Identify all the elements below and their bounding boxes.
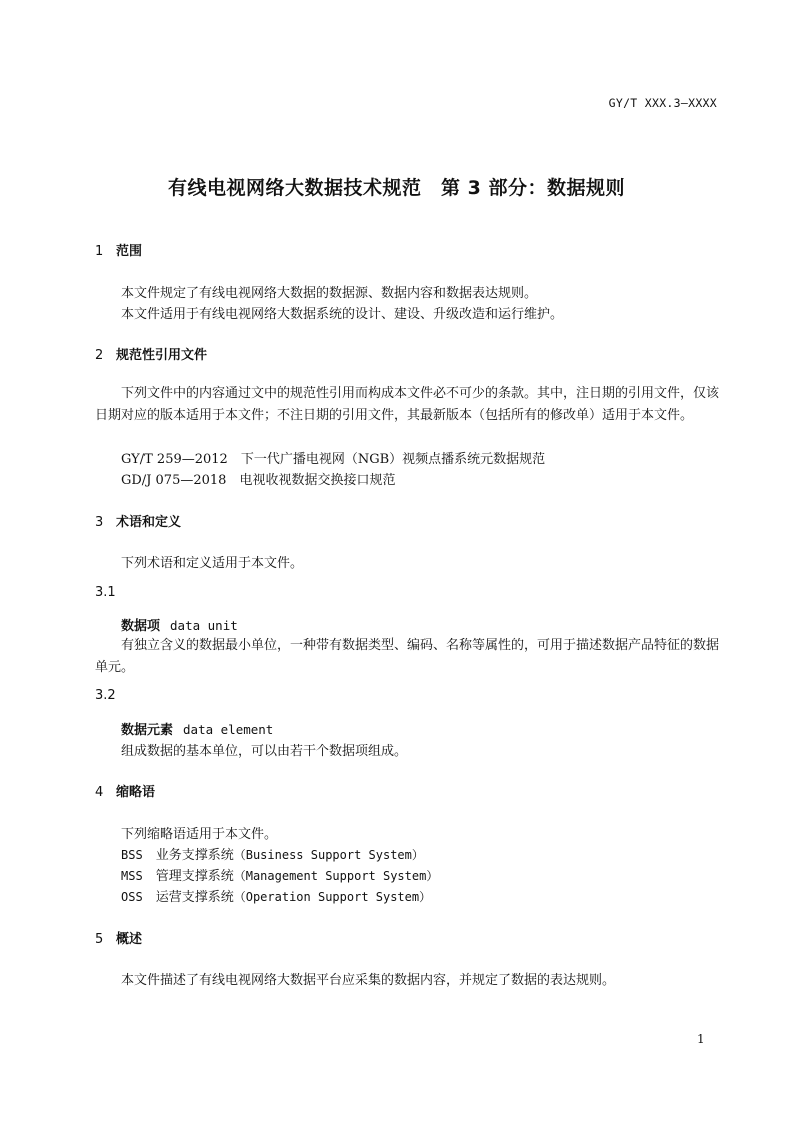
section-title: 术语和定义 bbox=[116, 515, 182, 530]
abbreviation-english: （Management Support System） bbox=[233, 869, 439, 883]
scope-line-2: 本文件适用于有线电视网络大数据系统的设计、建设、升级改造和运行维护。 bbox=[121, 307, 564, 322]
section-2-heading bbox=[95, 344, 207, 363]
abbreviation-code: BSS bbox=[121, 848, 143, 862]
abbreviation-item bbox=[121, 865, 438, 884]
abbreviations-intro: 下列缩略语适用于本文件。 bbox=[121, 827, 278, 842]
term-chinese: 数据项 bbox=[121, 619, 161, 634]
section-title: 规范性引用文件 bbox=[116, 348, 208, 363]
abbreviation-chinese: 业务支撑系统 bbox=[155, 848, 234, 863]
terms-intro: 下列术语和定义适用于本文件。 bbox=[121, 556, 304, 571]
section-3-heading bbox=[95, 511, 181, 530]
term-english: data unit bbox=[170, 618, 238, 633]
reference-name: 下一代广播电视网（NGB）视频点播系统元数据规范 bbox=[240, 452, 546, 467]
reference-name: 电视收视数据交换接口规范 bbox=[239, 473, 396, 488]
abbreviation-english: （Business Support System） bbox=[233, 848, 424, 862]
abbreviation-item bbox=[121, 844, 424, 863]
abbreviation-code: OSS bbox=[121, 890, 143, 904]
section-number: 3 bbox=[95, 515, 104, 530]
document-title: 有线电视网络大数据技术规范 第 3 部分：数据规则 bbox=[168, 177, 625, 199]
term-number: 3.2 bbox=[95, 688, 116, 703]
page-number: 1 bbox=[697, 1032, 705, 1046]
section-number: 2 bbox=[95, 348, 104, 363]
section-title: 缩略语 bbox=[116, 785, 156, 800]
reference-item bbox=[121, 469, 395, 488]
abbreviation-chinese: 运营支撑系统 bbox=[155, 890, 234, 905]
normative-references-intro: 下列文件中的内容通过文中的规范性引用而构成本文件必不可少的条款。其中，注日期的引用文件，仅该日期对应的版本适用于本文件；不注日期的引用文件，其最新版本（包括所有的修改单）适用于本文件。 bbox=[95, 386, 720, 423]
abbreviation-chinese: 管理支撑系统 bbox=[155, 869, 234, 884]
section-number: 4 bbox=[95, 785, 104, 800]
abbreviation-item bbox=[121, 886, 431, 905]
term-definition: 有独立含义的数据最小单位，一种带有数据类型、编码、名称等属性的，可用于描述数据产品特征的数据单元。 bbox=[95, 638, 720, 675]
abbreviation-english: （Operation Support System） bbox=[233, 890, 432, 904]
section-5-heading bbox=[95, 928, 142, 947]
term-number: 3.1 bbox=[95, 585, 116, 600]
overview-text: 本文件描述了有线电视网络大数据平台应采集的数据内容，并规定了数据的表达规则。 bbox=[121, 973, 616, 988]
reference-code: GY/T 259—2012 bbox=[121, 452, 228, 467]
term-heading bbox=[121, 615, 238, 634]
term-heading bbox=[121, 719, 273, 738]
term-definition: 组成数据的基本单位，可以由若干个数据项组成。 bbox=[121, 744, 408, 759]
section-title: 概述 bbox=[116, 932, 143, 947]
section-title: 范围 bbox=[116, 244, 143, 259]
section-number: 5 bbox=[95, 932, 104, 947]
scope-line-1: 本文件规定了有线电视网络大数据的数据源、数据内容和数据表达规则。 bbox=[121, 286, 538, 301]
standard-code: GY/T XXX.3—XXXX bbox=[608, 96, 717, 110]
section-1-heading bbox=[95, 240, 142, 259]
term-chinese: 数据元素 bbox=[121, 723, 174, 738]
section-number: 1 bbox=[95, 244, 104, 259]
section-4-heading bbox=[95, 781, 155, 800]
reference-item bbox=[121, 448, 545, 467]
term-english: data element bbox=[183, 722, 274, 737]
reference-code: GD/J 075—2018 bbox=[121, 473, 227, 488]
abbreviation-code: MSS bbox=[121, 869, 143, 883]
